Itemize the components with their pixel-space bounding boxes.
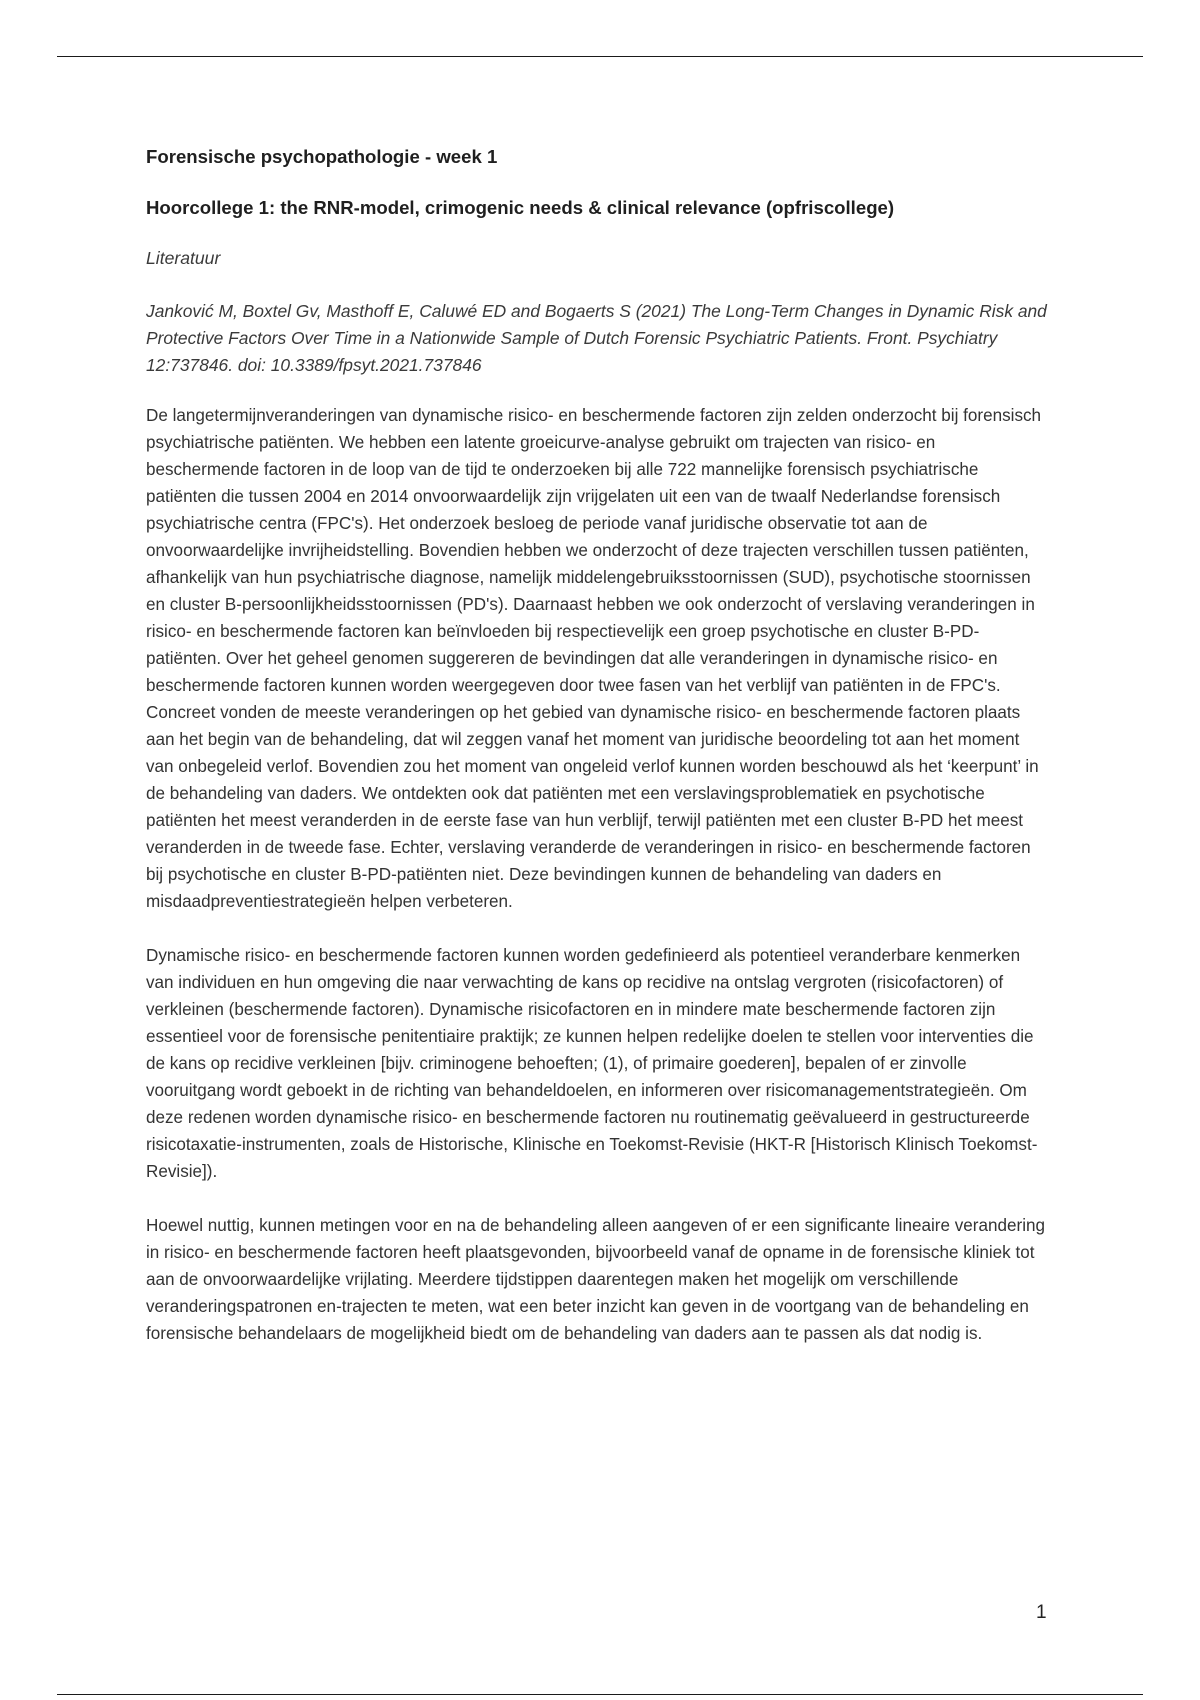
lecture-title: Hoorcollege 1: the RNR-model, crimogenic needs & clinical relevance (opfriscollege): [146, 197, 895, 218]
page-content: [146, 145, 1051, 1374]
literature-label: Literatuur: [146, 248, 221, 268]
header-rule: [57, 56, 1143, 57]
document-title: Forensische psychopathologie - week 1: [146, 146, 498, 167]
page-number: 1: [1036, 1602, 1047, 1623]
footer-rule: [57, 1694, 1143, 1695]
paragraph-abstract: De langetermijnveranderingen van dynamische risico- en beschermende factoren zijn zelden onderzocht bij forensisch psychiatrische patiënten. We hebben een latente groeicurve-analyse gebruikt om trajecten van risico- en beschermende factoren in de loop van de tijd te onderzoeken bij alle 722 mannelijke forensisch psychiatrische patiënten die tussen 2004 en 2014 onvoorwaardelijk zijn vrijgelaten uit een van de twaalf Nederlandse forensisch psychiatrische centra (FPC's). Het onderzoek besloeg de periode vanaf juridische observatie tot aan de onvoorwaardelijke invrijheidstelling. Bovendien hebben we onderzocht of deze trajecten verschillen tussen patiënten, afhankelijk van hun psychiatrische diagnose, namelijk middelengebruiksstoornissen (SUD), psychotische stoornissen en cluster B-persoonlijkheidsstoornissen (PD's). Daarnaast hebben we ook onderzocht of verslaving veranderingen in risico- en beschermende factoren kan beïnvloeden bij respectievelijk een groep psychotische en cluster B-PD-patiënten. Over het geheel genomen suggereren de bevindingen dat alle veranderingen in dynamische risico- en beschermende factoren kunnen worden weergegeven door twee fasen van het verblijf van patiënten in de FPC's. Concreet vonden de meeste veranderingen op het gebied van dynamische risico- en beschermende factoren plaats aan het begin van de behandeling, dat wil zeggen vanaf het moment van juridische beoordeling tot aan het moment van onbegeleid verlof. Bovendien zou het moment van ongeleid verlof kunnen worden beschouwd als het ‘keerpunt’ in de behandeling van daders. We ontdekten ook dat patiënten met een verslavingsproblematiek en psychotische patiënten het meest veranderden in de eerste fase van hun verblijf, terwijl patiënten met een cluster B-PD het meest veranderden in de tweede fase. Echter, verslaving veranderde de veranderingen in risico- en beschermende factoren bij psychotische en cluster B-PD-patiënten niet. Deze bevindingen kunnen de behandeling van daders en misdaadpreventiestrategieën helpen verbeteren.: [146, 406, 1042, 911]
paragraph-dynamic-factors: Dynamische risico- en beschermende factoren kunnen worden gedefinieerd als potentieel veranderbare kenmerken van individuen en hun omgeving die naar verwachting de kans op recidive na ontslag vergroten (risicofactoren) of verkleinen (beschermende factoren). Dynamische risicofactoren en in mindere mate beschermende factoren zijn essentieel voor de forensische penitentiaire praktijk; ze kunnen helpen redelijke doelen te stellen voor interventies die de kans op recidive verkleinen [bijv. criminogene behoeften; (1), of primaire goederen], bepalen of er zinvolle vooruitgang wordt geboekt in de richting van behandeldoelen, en informeren over risicomanagementstrategieën. Om deze redenen worden dynamische risico- en beschermende factoren nu routinematig geëvalueerd in gestructureerde risicotaxatie-instrumenten, zoals de Historische, Klinische en Toekomst-Revisie (HKT-R [Historisch Klinisch Toekomst-Revisie]).: [146, 946, 1038, 1181]
citation: Janković M, Boxtel Gv, Masthoff E, Caluwé ED and Bogaerts S (2021) The Long-Term Changes in Dynamic Risk and Protective Factors Over Time in a Nationwide Sample of Dutch Forensic Psychiatric Patients. Front. Psychiatry 12:737846. doi: 10.3389/fpsyt.2021.737846: [146, 301, 1047, 375]
paragraph-measurements: Hoewel nuttig, kunnen metingen voor en na de behandeling alleen aangeven of er een significante lineaire verandering in risico- en beschermende factoren heeft plaatsgevonden, bijvoorbeeld vanaf de opname in de forensische kliniek tot aan de onvoorwaardelijke vrijlating. Meerdere tijdstippen daarentegen maken het mogelijk om verschillende veranderingspatronen en-trajecten te meten, wat een beter inzicht kan geven in de voortgang van de behandeling en forensische behandelaars de mogelijkheid biedt om de behandeling van daders aan te passen als dat nodig is.: [146, 1216, 1046, 1343]
